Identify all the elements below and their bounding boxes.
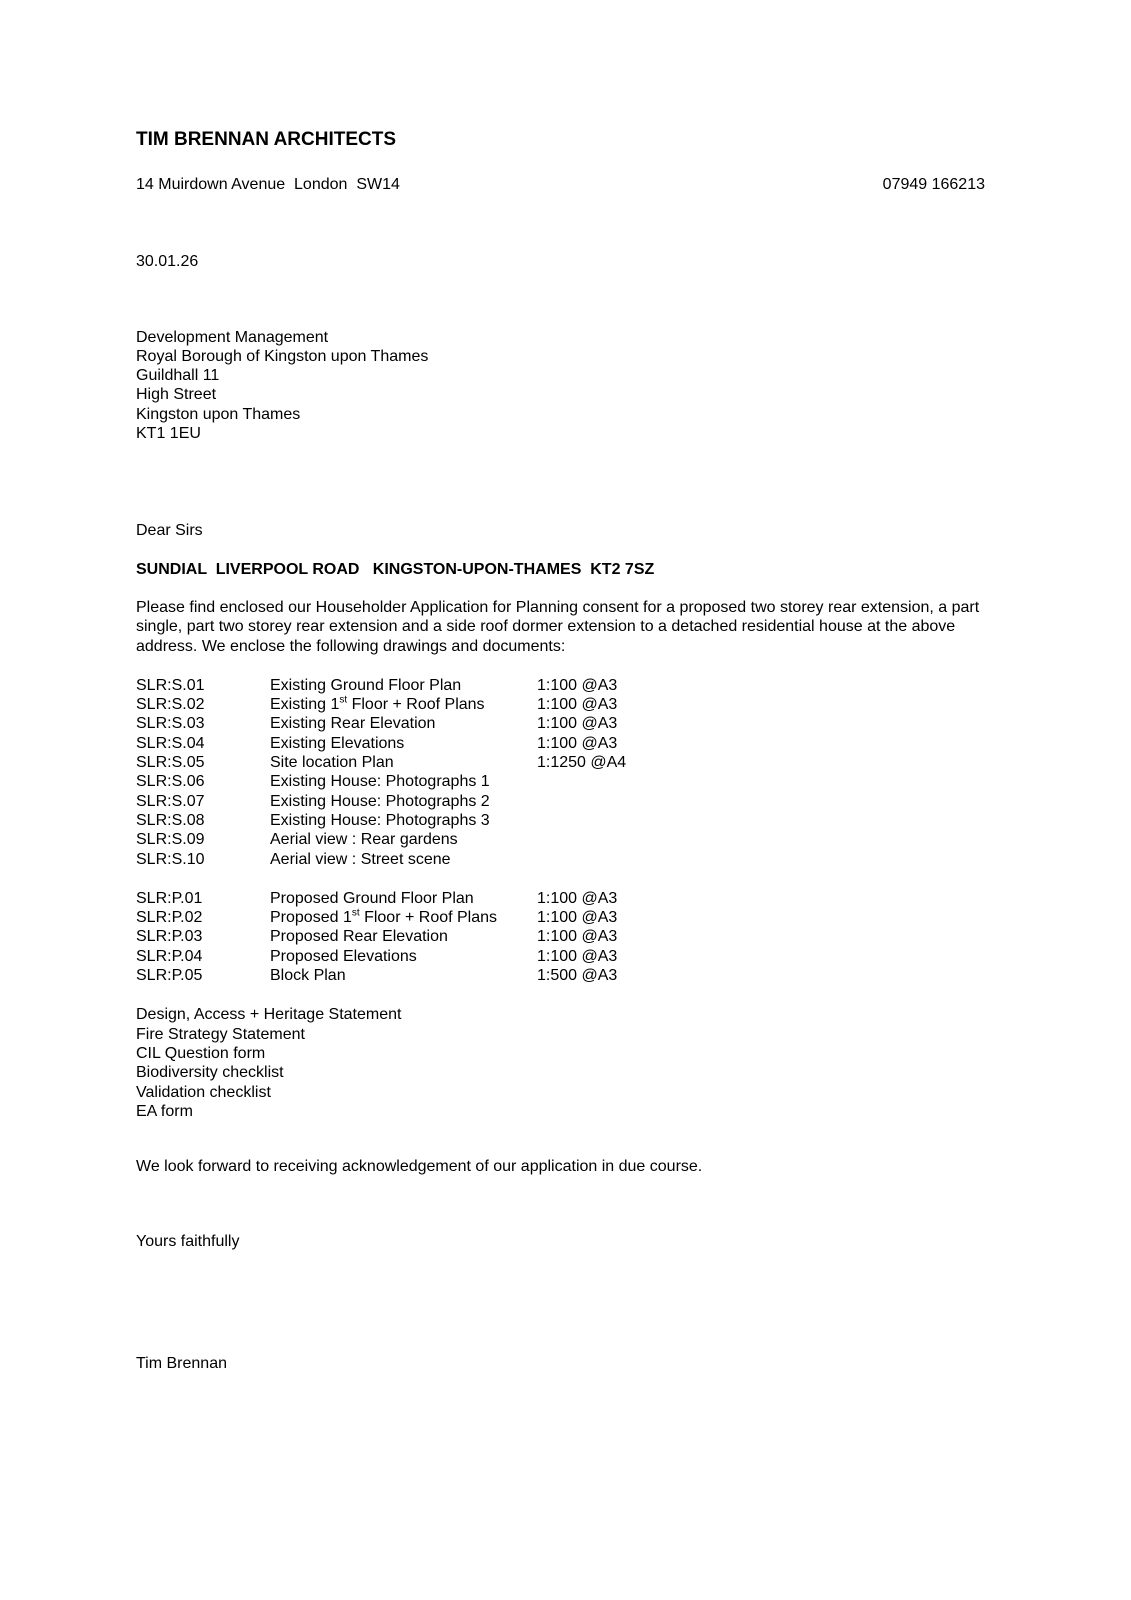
signature-name: Tim Brennan: [136, 1354, 227, 1372]
drawing-title-text: Floor + Roof Plans: [359, 909, 498, 927]
drawing-title: [270, 772, 537, 791]
drawing-scale: 1:100 @A3: [537, 947, 618, 965]
drawing-group-survey: [136, 676, 985, 869]
drawing-row: [136, 850, 985, 869]
drawing-scale: [537, 830, 985, 849]
drawing-title: [270, 908, 537, 927]
drawing-title-text: Floor + Roof Plans: [347, 696, 485, 714]
recipient-block: [136, 328, 985, 444]
drawing-title: [270, 966, 537, 985]
document-line: Design, Access + Heritage Statement: [136, 1006, 402, 1024]
drawing-scale: 1:1250 @A4: [537, 754, 627, 772]
drawing-row: [136, 676, 985, 695]
drawing-title: [270, 676, 537, 695]
drawing-title-text: Existing House: Photographs 1: [270, 773, 490, 791]
drawing-title: [270, 947, 537, 966]
drawing-title-text: Existing Elevations: [270, 734, 405, 752]
drawing-row: [136, 792, 985, 811]
drawing-title-text: Site location Plan: [270, 754, 394, 772]
drawing-scale: [537, 772, 985, 791]
drawing-title-text: Existing Ground Floor Plan: [270, 676, 462, 694]
drawing-scale: [537, 850, 985, 869]
drawing-title-text: Aerial view : Street scene: [270, 850, 451, 868]
drawing-scale: [537, 811, 985, 830]
drawing-ref: SLR:P.05: [136, 967, 203, 985]
drawing-ref: SLR:S.06: [136, 773, 205, 791]
drawing-row: [136, 695, 985, 714]
subject-line: SUNDIAL LIVERPOOL ROAD KINGSTON-UPON-THAMES KT2 7SZ: [136, 560, 655, 578]
drawing-ref: SLR:P.03: [136, 928, 203, 946]
drawing-scale: 1:100 @A3: [537, 889, 618, 907]
drawing-title: [270, 714, 537, 733]
drawing-row: [136, 889, 985, 908]
firm-phone: 07949 166213: [882, 176, 985, 193]
drawing-row: [136, 734, 985, 753]
recipient-line: Development Management: [136, 328, 329, 346]
drawing-scale: 1:100 @A3: [537, 696, 618, 714]
recipient-line: KT1 1EU: [136, 425, 201, 443]
drawing-row: [136, 947, 985, 966]
drawing-scale: 1:100 @A3: [537, 734, 618, 752]
drawing-title: [270, 753, 537, 772]
drawing-title-text: Proposed Rear Elevation: [270, 928, 448, 946]
recipient-line: High Street: [136, 386, 217, 404]
drawing-title-text: Aerial view : Rear gardens: [270, 831, 458, 849]
drawing-scale: 1:100 @A3: [537, 676, 618, 694]
drawing-scale: 1:100 @A3: [537, 909, 618, 927]
document-line: CIL Question form: [136, 1044, 266, 1062]
drawing-ref: SLR:S.05: [136, 754, 205, 772]
drawing-title-superscript: st: [339, 694, 348, 706]
drawing-ref: SLR:S.03: [136, 715, 205, 733]
firm-name: TIM BRENNAN ARCHITECTS: [136, 129, 397, 150]
drawing-ref: SLR:S.10: [136, 850, 205, 868]
drawing-scale: 1:100 @A3: [537, 928, 618, 946]
firm-address: 14 Muirdown Avenue London SW14: [136, 176, 400, 193]
drawing-title: [270, 927, 537, 946]
recipient-line: Guildhall 11: [136, 367, 220, 385]
document-line: EA form: [136, 1102, 193, 1120]
drawing-row: [136, 753, 985, 772]
drawing-title-text: Existing House: Photographs 2: [270, 792, 490, 810]
drawing-title-text: Proposed Elevations: [270, 947, 417, 965]
drawing-scale: [537, 792, 985, 811]
drawing-row: [136, 772, 985, 791]
drawing-title-text: Proposed 1: [270, 909, 352, 927]
drawing-ref: SLR:S.08: [136, 811, 205, 829]
drawing-title-text: Existing House: Photographs 3: [270, 811, 490, 829]
drawing-title-text: Block Plan: [270, 967, 346, 985]
documents-list: [136, 1005, 985, 1121]
drawing-ref: SLR:S.04: [136, 734, 205, 752]
drawing-ref: SLR:P.02: [136, 909, 203, 927]
drawing-ref: SLR:S.01: [136, 676, 205, 694]
drawing-title-text: Existing Rear Elevation: [270, 715, 436, 733]
salutation: Dear Sirs: [136, 522, 203, 540]
drawing-ref: SLR:S.07: [136, 792, 205, 810]
drawing-ref: SLR:S.09: [136, 831, 205, 849]
document-line: Biodiversity checklist: [136, 1064, 284, 1082]
drawing-title: [270, 850, 537, 869]
drawing-title: [270, 830, 537, 849]
document-line: Validation checklist: [136, 1083, 271, 1101]
drawing-row: [136, 830, 985, 849]
signoff-line: Yours faithfully: [136, 1233, 240, 1251]
drawing-title: [270, 695, 537, 714]
drawing-row: [136, 966, 985, 985]
drawing-title: [270, 734, 537, 753]
drawing-row: [136, 714, 985, 733]
drawing-row: [136, 908, 985, 927]
drawing-schedule: [136, 676, 985, 985]
drawing-title-text: Existing 1: [270, 696, 340, 714]
drawing-group-proposed: [136, 889, 985, 985]
letter-date: 30.01.26: [136, 253, 199, 271]
drawing-row: [136, 811, 985, 830]
drawing-ref: SLR:P.04: [136, 947, 203, 965]
drawing-row: [136, 927, 985, 946]
drawing-title: [270, 811, 537, 830]
body-intro: Please find enclosed our Householder Application for Planning consent for a proposed two storey rear extension, a part single, part two storey rear extension and a side roof dormer extension to a detached residential house at the above address. We enclose the following drawings and documents:: [136, 598, 980, 655]
drawing-scale: 1:500 @A3: [537, 967, 618, 985]
document-line: Fire Strategy Statement: [136, 1025, 305, 1043]
drawing-ref: SLR:S.02: [136, 696, 205, 714]
drawing-title: [270, 889, 537, 908]
closing-line: We look forward to receiving acknowledgement of our application in due course.: [136, 1158, 703, 1176]
recipient-line: Kingston upon Thames: [136, 405, 301, 423]
drawing-title-text: Proposed Ground Floor Plan: [270, 889, 474, 907]
letterhead-row: [136, 175, 985, 194]
drawing-scale: 1:100 @A3: [537, 715, 618, 733]
recipient-line: Royal Borough of Kingston upon Thames: [136, 347, 429, 365]
drawing-ref: SLR:P.01: [136, 889, 203, 907]
drawing-title: [270, 792, 537, 811]
drawing-title-superscript: st: [351, 907, 360, 919]
